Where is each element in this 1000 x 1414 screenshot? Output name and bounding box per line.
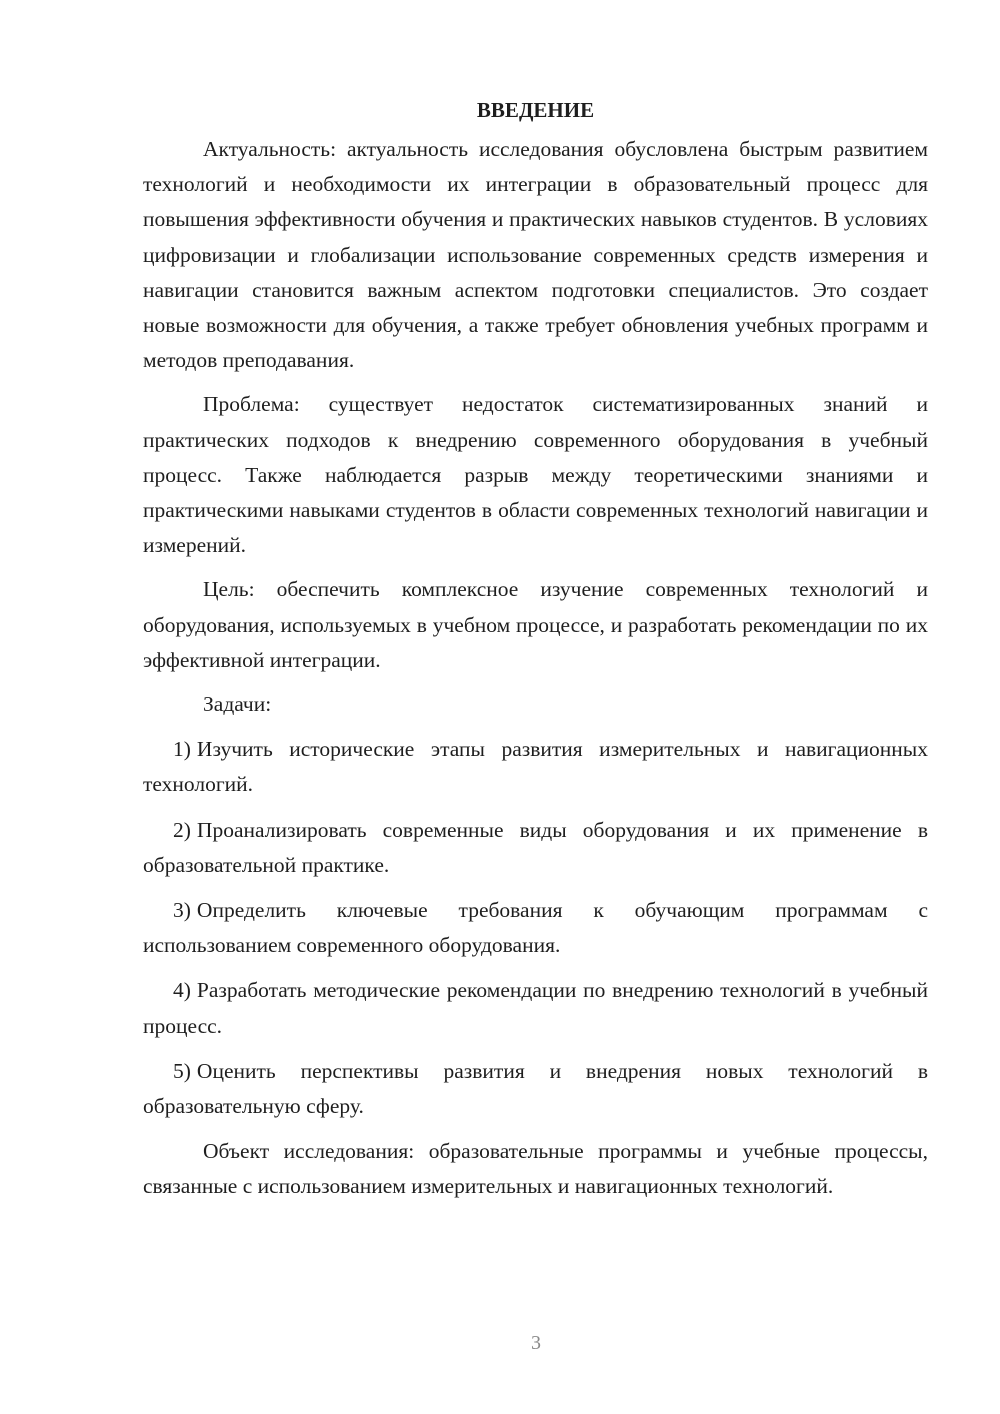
task-number: 5) <box>173 1058 191 1083</box>
task-text: Оценить перспективы развития и внедрения новых технологий в образовательную сферу. <box>143 1058 928 1119</box>
task-number: 4) <box>173 978 191 1003</box>
task-number: 1) <box>173 737 191 762</box>
relevance-paragraph: Актуальность: актуальность исследования обусловлена быстрым развитием технологий и необходимости их интеграции в образовательный процесс для повышения эффективности обучения и практических навыков студентов. В условиях цифровизации и глобализации использование современных средств измерения и навигации становится важным аспектом подготовки специалистов. Это создает новые возможности для обучения, а также требует обновления учебных программ и методов преподавания. <box>143 137 928 373</box>
problem-paragraph: Проблема: существует недостаток систематизированных знаний и практических подходов к внедрению современного оборудования в учебный процесс. Также наблюдается разрыв между теоретическими знаниями и практическими навыками студентов в области современных технологий навигации и измерений. <box>143 392 928 558</box>
page-number: 3 <box>531 1332 541 1354</box>
object-paragraph: Объект исследования: образовательные программы и учебные процессы, связанные с использованием измерительных и навигационных технологий. <box>143 1139 928 1199</box>
task-number: 3) <box>173 898 191 923</box>
task-item-5 <box>143 1054 928 1124</box>
tasks-label: Задачи: <box>203 692 272 717</box>
page-title: ВВЕДЕНИЕ <box>476 98 595 122</box>
task-item-4 <box>143 973 928 1043</box>
task-item-3 <box>143 893 928 963</box>
task-text: Разработать методические рекомендации по внедрению технологий в учебный процесс. <box>143 978 928 1038</box>
task-number: 2) <box>173 817 191 842</box>
task-text: Определить ключевые требования к обучающим программам с использованием современного оборудования. <box>143 898 928 958</box>
task-item-1 <box>143 732 928 802</box>
task-item-2 <box>143 813 928 883</box>
task-text: Проанализировать современные виды оборудования и их применение в образовательной практике. <box>143 817 928 877</box>
document-page <box>143 92 928 1214</box>
goal-paragraph: Цель: обеспечить комплексное изучение современных технологий и оборудования, используемых в учебном процессе, и разработать рекомендации по их эффективной интеграции. <box>143 577 928 672</box>
task-text: Изучить исторические этапы развития измерительных и навигационных технологий. <box>143 737 928 797</box>
